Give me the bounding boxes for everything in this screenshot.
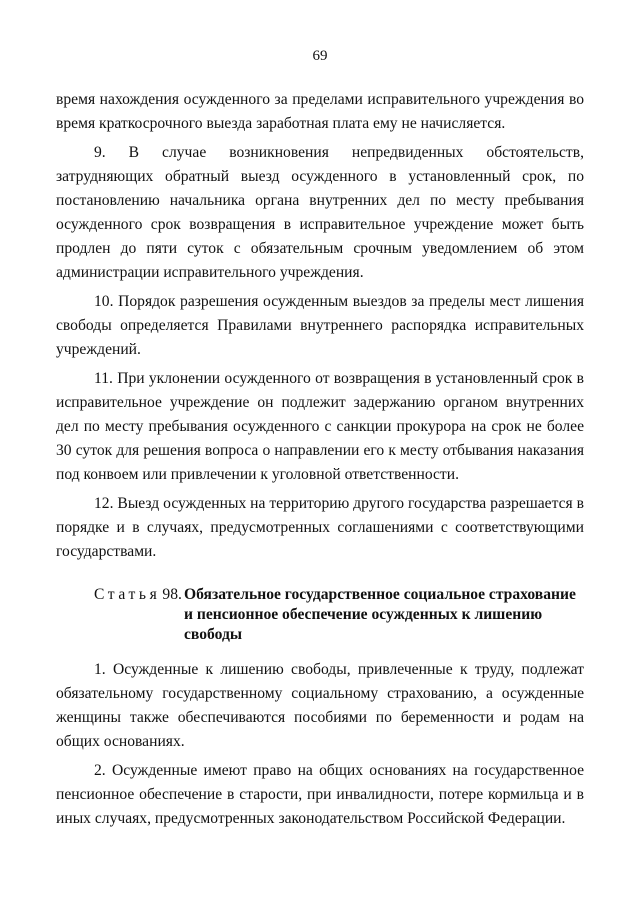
- paragraph-continuation: время нахождения осужденного за пределами исправительного учреждения во время краткосрочного выезда заработная плата ему не начисляется.: [56, 91, 584, 132]
- paragraph-article-item-1: 1. Осужденные к лишению свободы, привлеченные к труду, подлежат обязательному государственному социальному страхованию, а осужденные женщины также обеспечиваются пособиями по беременности и родам на общих основаниях.: [56, 661, 584, 750]
- article-title: Обязательное государственное социальное страхование и пенсионное обеспечение осужденных к лишению свободы: [184, 586, 576, 643]
- paragraph-article-item-2: 2. Осужденные имеют право на общих основаниях на государственное пенсионное обеспечение в старости, при инвалидности, потере кормильца и в иных случаях, предусмотренных законодательством Российской Федерации.: [56, 762, 584, 827]
- article-number: 98.: [162, 586, 182, 603]
- paragraph-item-11: 11. При уклонении осужденного от возвращения в установленный срок в исправительное учреждение он подлежит задержанию органом внутренних дел по месту пребывания осужденного с санкции прокурора на срок не более 30 суток для решения вопроса о направлении его к месту отбывания наказания под конвоем или привлечении к уголовной ответственности.: [56, 370, 584, 483]
- article-label: [56, 585, 184, 645]
- page-number: 69: [312, 48, 328, 64]
- article-word: Статья: [94, 586, 161, 603]
- paragraph-item-12: 12. Выезд осужденных на территорию другого государства разрешается в порядке и в случаях, предусмотренных соглашениями с соответствующими государствами.: [56, 495, 584, 560]
- paragraph-item-9: 9. В случае возникновения непредвиденных обстоятельств, затрудняющих обратный выезд осужденного в установленный срок, по постановлению начальника органа внутренних дел по месту пребывания осужденного срок возвращения в исправительное учреждение может быть продлен до пяти суток с обязательным срочным уведомлением об этом администрации исправительного учреждения.: [56, 144, 584, 281]
- article-heading: [56, 585, 584, 645]
- document-body: [56, 88, 584, 831]
- paragraph-item-10: 10. Порядок разрешения осужденным выездов за пределы мест лишения свободы определяется Правилами внутреннего распорядка исправительных учреждений.: [56, 293, 584, 358]
